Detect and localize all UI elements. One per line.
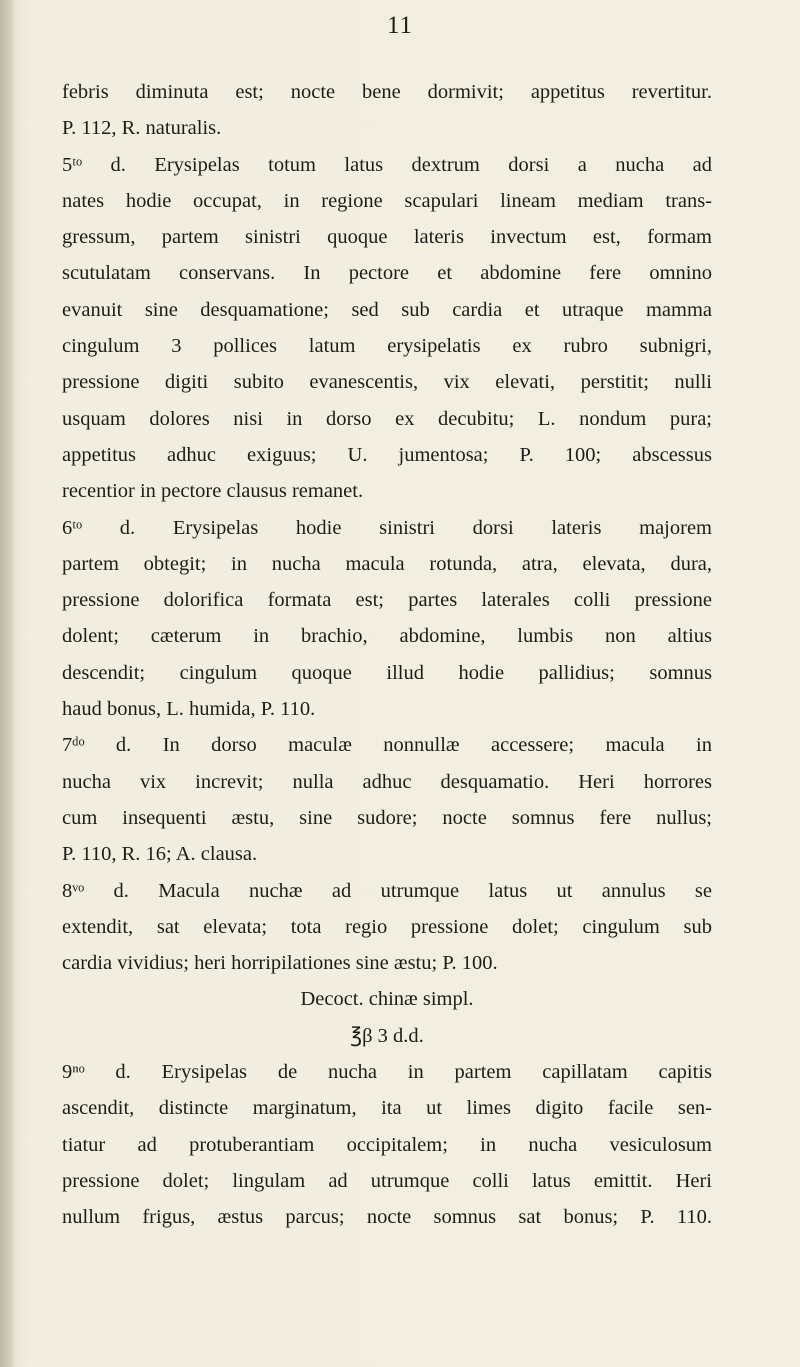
text-line: partem obtegit; in nucha macula rotunda, atra, elevata, dura, — [62, 552, 712, 575]
text-line: cum insequenti æstu, sine sudore; nocte somnus fere nullus; — [62, 806, 712, 829]
text-line: scutulatam conservans. In pectore et abdomine fere omnino — [62, 262, 712, 285]
binding-edge — [0, 0, 16, 1367]
text-line: haud bonus, L. humida, P. 110. — [62, 698, 316, 721]
entry-day-5: 5ᵗᵒ d. Erysipelas totum latus dextrum dorsi a nucha ad — [62, 153, 712, 176]
prescription-line: Decoct. chinæ simpl. — [300, 988, 474, 1011]
entry-day-6: 6ᵗᵒ d. Erysipelas hodie sinistri dorsi lateris majorem — [62, 516, 712, 539]
entry-day-9: 9ⁿᵒ d. Erysipelas de nucha in partem capillatam capitis — [62, 1061, 712, 1084]
text-line: usquam dolores nisi in dorso ex decubitu; L. nondum pura; — [62, 407, 712, 430]
text-line: febris diminuta est; nocte bene dormivit; appetitus revertitur. — [62, 81, 712, 103]
text-line: nullum frigus, æstus parcus; nocte somnus sat bonus; P. 110. — [62, 1206, 712, 1229]
prescription-dose: ℥β 3 d.d. — [350, 1024, 424, 1047]
text-line: nucha vix increvit; nulla adhuc desquamatio. Heri horrores — [62, 770, 712, 793]
text-line: P. 110, R. 16; A. clausa. — [62, 843, 258, 866]
text-line: extendit, sat elevata; tota regio pressione dolet; cingulum sub — [62, 915, 712, 938]
page-number: 11 — [386, 12, 414, 39]
text-line: cardia vividius; heri horripilationes sine æstu; P. 100. — [62, 952, 498, 975]
text-line: pressione dolet; lingulam ad utrumque colli latus emittit. Heri — [62, 1169, 712, 1192]
text-line: tiatur ad protuberantiam occipitalem; in nucha vesiculosum — [62, 1133, 712, 1156]
text-line: ascendit, distincte marginatum, ita ut limes digito facile sen- — [62, 1097, 712, 1120]
text-line: pressione digiti subito evanescentis, vix elevati, perstitit; nulli — [62, 371, 712, 394]
text-line: cingulum 3 pollices latum erysipelatis ex rubro subnigri, — [62, 335, 712, 358]
body-text — [62, 74, 712, 1236]
text-line: P. 112, R. naturalis. — [62, 117, 222, 140]
text-line: evanuit sine desquamatione; sed sub cardia et utraque mamma — [62, 298, 712, 321]
entry-day-8: 8ᵛᵒ d. Macula nuchæ ad utrumque latus ut annulus se — [62, 879, 712, 902]
text-line: nates hodie occupat, in regione scapulari lineam mediam trans- — [62, 189, 712, 212]
text-line: pressione dolorifica formata est; partes laterales colli pressione — [62, 589, 712, 612]
text-line: descendit; cingulum quoque illud hodie pallidius; somnus — [62, 661, 712, 684]
text-line: recentior in pectore clausus remanet. — [62, 480, 364, 503]
text-line: gressum, partem sinistri quoque lateris invectum est, formam — [62, 226, 712, 249]
text-line: dolent; cæterum in brachio, abdomine, lumbis non altius — [62, 625, 712, 648]
text-line: appetitus adhuc exiguus; U. jumentosa; P. 100; abscessus — [62, 443, 712, 466]
entry-day-7: 7ᵈᵒ d. In dorso maculæ nonnullæ accessere; macula in — [62, 734, 712, 757]
